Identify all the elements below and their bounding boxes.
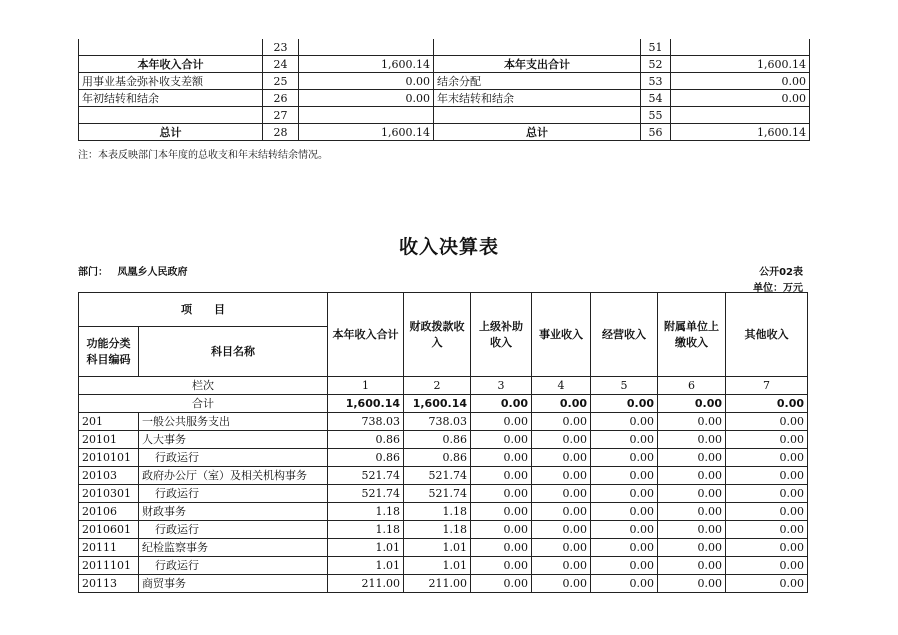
page-title: 收入决算表 [398,236,499,258]
header-col-4: 事业收入 [532,293,591,377]
header-col-7: 其他收入 [726,293,808,377]
subject-name: 行政运行 [139,521,328,539]
table-row [79,431,808,449]
right-amount: 0.00 [671,73,810,90]
income-table-body [79,377,808,593]
left-label: 用事业基金弥补收支差额 [79,73,263,90]
amount-cell: 0.00 [471,413,532,431]
subject-name: 人大事务 [139,431,328,449]
amount-cell: 0.86 [328,449,404,467]
department-line [78,263,187,278]
amount-cell: 0.00 [471,521,532,539]
amount-cell: 1.01 [328,539,404,557]
subject-name: 政府办公厅（室）及相关机构事务 [139,467,328,485]
subject-code: 20106 [79,503,139,521]
left-row-number: 24 [263,56,299,73]
unit-label: 单位：万元 [753,283,803,294]
left-row-number: 26 [263,90,299,107]
table-note: 注：本表反映部门本年度的总收支和年末结转结余情况。 [78,150,328,161]
amount-cell: 0.00 [658,503,726,521]
amount-cell: 1.18 [328,503,404,521]
amount-cell: 0.00 [726,521,808,539]
subject-name: 纪检监察事务 [139,539,328,557]
amount-cell: 0.00 [591,431,658,449]
left-amount: 0.00 [299,90,434,107]
amount-cell: 521.74 [328,485,404,503]
left-row-number: 28 [263,124,299,141]
summary-row [79,56,810,73]
column-number: 1 [328,377,404,395]
column-number: 3 [471,377,532,395]
amount-cell: 0.00 [658,521,726,539]
amount-cell: 0.00 [591,521,658,539]
right-amount: 1,600.14 [671,124,810,141]
amount-cell: 0.00 [658,539,726,557]
amount-cell: 0.00 [532,557,591,575]
amount-cell: 521.74 [404,467,471,485]
right-amount [671,107,810,124]
column-number: 7 [726,377,808,395]
subject-code: 20103 [79,467,139,485]
right-row-number: 52 [641,56,671,73]
header-col-6: 附属单位上缴收入 [658,293,726,377]
amount-cell: 0.00 [532,467,591,485]
amount-cell: 0.00 [532,485,591,503]
subject-name: 行政运行 [139,557,328,575]
amount-cell: 0.00 [532,521,591,539]
left-amount [299,107,434,124]
left-amount: 1,600.14 [299,56,434,73]
left-label [79,39,263,56]
left-label: 本年收入合计 [79,56,263,73]
table-row [79,539,808,557]
right-row-number: 51 [641,39,671,56]
summary-row [79,90,810,107]
subject-name: 行政运行 [139,485,328,503]
summary-row [79,107,810,124]
column-number-label: 栏次 [79,377,328,395]
amount-cell: 0.00 [591,503,658,521]
subject-code: 2011101 [79,557,139,575]
header-col-5: 经营收入 [591,293,658,377]
subject-name: 财政事务 [139,503,328,521]
total-value: 0.00 [591,395,658,413]
amount-cell: 0.00 [532,539,591,557]
right-row-number: 56 [641,124,671,141]
amount-cell: 0.00 [471,431,532,449]
amount-cell: 1.18 [328,521,404,539]
header-col-3: 上级补助收入 [471,293,532,377]
amount-cell: 0.00 [471,467,532,485]
left-amount: 1,600.14 [299,124,434,141]
table-row [79,521,808,539]
subject-code: 2010101 [79,449,139,467]
income-table [78,292,808,593]
department-name: 凤凰乡人民政府 [117,267,188,278]
amount-cell: 0.00 [591,485,658,503]
amount-cell: 0.00 [471,575,532,593]
total-row [79,395,808,413]
amount-cell: 211.00 [404,575,471,593]
subject-code: 201 [79,413,139,431]
amount-cell: 0.00 [591,557,658,575]
right-row-number: 54 [641,90,671,107]
right-amount: 0.00 [671,90,810,107]
amount-cell: 1.18 [404,503,471,521]
amount-cell: 0.86 [328,431,404,449]
header-col-1: 本年收入合计 [328,293,404,377]
right-label: 年末结转和结余 [434,90,641,107]
total-label: 合计 [79,395,328,413]
amount-cell: 738.03 [328,413,404,431]
right-label: 结余分配 [434,73,641,90]
amount-cell: 0.00 [726,557,808,575]
column-number: 2 [404,377,471,395]
amount-cell: 0.00 [532,449,591,467]
amount-cell: 0.00 [726,413,808,431]
table-row [79,557,808,575]
table-row [79,503,808,521]
department-label: 部门： [78,267,108,278]
right-amount [671,39,810,56]
total-value: 1,600.14 [328,395,404,413]
subject-name: 一般公共服务支出 [139,413,328,431]
right-label: 本年支出合计 [434,56,641,73]
amount-cell: 0.00 [726,539,808,557]
amount-cell: 0.00 [726,467,808,485]
column-number: 4 [532,377,591,395]
amount-cell: 1.18 [404,521,471,539]
amount-cell: 0.00 [532,413,591,431]
right-label: 总计 [434,124,641,141]
amount-cell: 211.00 [328,575,404,593]
amount-cell: 0.00 [658,431,726,449]
amount-cell: 0.00 [471,449,532,467]
amount-cell: 0.00 [591,539,658,557]
summary-row [79,39,810,56]
amount-cell: 0.00 [658,557,726,575]
summary-table-body [79,39,810,141]
amount-cell: 0.00 [658,449,726,467]
left-label: 总计 [79,124,263,141]
amount-cell: 0.00 [726,503,808,521]
column-number: 6 [658,377,726,395]
header-name: 科目名称 [139,327,328,377]
amount-cell: 0.86 [404,449,471,467]
summary-row [79,73,810,90]
subject-code: 20101 [79,431,139,449]
amount-cell: 0.00 [726,449,808,467]
amount-cell: 0.00 [726,575,808,593]
amount-cell: 0.00 [471,503,532,521]
subject-name: 商贸事务 [139,575,328,593]
amount-cell: 0.00 [471,557,532,575]
income-table-header [79,293,808,377]
left-row-number: 27 [263,107,299,124]
subject-code: 20113 [79,575,139,593]
right-label [434,39,641,56]
table-row [79,467,808,485]
form-number: 公开02表 [759,267,803,278]
amount-cell: 0.00 [658,413,726,431]
total-value: 0.00 [726,395,808,413]
left-amount [299,39,434,56]
right-label [434,107,641,124]
left-amount: 0.00 [299,73,434,90]
subject-code: 2010301 [79,485,139,503]
amount-cell: 0.00 [658,575,726,593]
header-col-2: 财政拨款收入 [404,293,471,377]
column-number-row [79,377,808,395]
subject-code: 20111 [79,539,139,557]
amount-cell: 0.00 [658,485,726,503]
amount-cell: 0.86 [404,431,471,449]
amount-cell: 0.00 [532,503,591,521]
left-label: 年初结转和结余 [79,90,263,107]
right-row-number: 53 [641,73,671,90]
header-item: 项 目 [79,293,328,327]
amount-cell: 738.03 [404,413,471,431]
subject-code: 2010601 [79,521,139,539]
summary-table [78,39,810,141]
summary-row [79,124,810,141]
table-row [79,485,808,503]
right-row-number: 55 [641,107,671,124]
table-row [79,413,808,431]
total-value: 0.00 [658,395,726,413]
subject-name: 行政运行 [139,449,328,467]
total-value: 0.00 [471,395,532,413]
left-row-number: 25 [263,73,299,90]
amount-cell: 0.00 [471,485,532,503]
left-row-number: 23 [263,39,299,56]
amount-cell: 0.00 [591,413,658,431]
amount-cell: 0.00 [591,449,658,467]
column-number: 5 [591,377,658,395]
amount-cell: 0.00 [591,575,658,593]
amount-cell: 521.74 [404,485,471,503]
total-value: 0.00 [532,395,591,413]
header-code: 功能分类科目编码 [79,327,139,377]
amount-cell: 1.01 [328,557,404,575]
left-label [79,107,263,124]
amount-cell: 0.00 [658,467,726,485]
table-row [79,449,808,467]
amount-cell: 0.00 [532,431,591,449]
total-value: 1,600.14 [404,395,471,413]
right-amount: 1,600.14 [671,56,810,73]
table-row [79,575,808,593]
amount-cell: 1.01 [404,557,471,575]
amount-cell: 1.01 [404,539,471,557]
amount-cell: 521.74 [328,467,404,485]
amount-cell: 0.00 [726,485,808,503]
amount-cell: 0.00 [471,539,532,557]
amount-cell: 0.00 [591,467,658,485]
amount-cell: 0.00 [532,575,591,593]
amount-cell: 0.00 [726,431,808,449]
